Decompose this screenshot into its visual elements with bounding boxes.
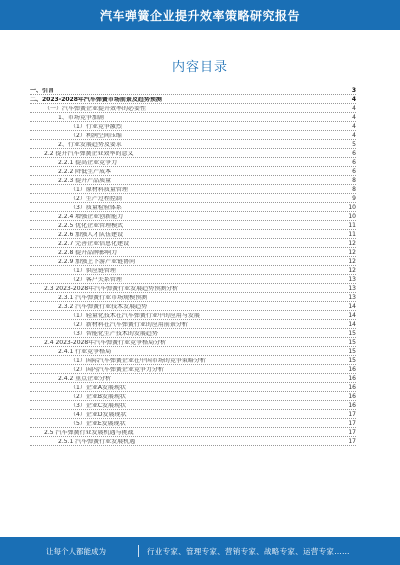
- toc-entry-page: 15: [348, 330, 356, 337]
- toc-entry-label: （2）新材料在汽车弹簧行业的应用前景分析: [70, 322, 188, 328]
- toc-entry-page: 17: [348, 411, 356, 418]
- toc-entry-label: （2）生产过程控制: [70, 196, 122, 202]
- toc-entry-page: 5: [352, 141, 356, 148]
- toc-entry-label: 2.4.1 行业竞争格局: [58, 349, 112, 355]
- toc-entry[interactable]: [30, 284, 356, 293]
- toc-entry-page: 6: [352, 168, 356, 175]
- toc-entry[interactable]: [30, 311, 356, 320]
- toc-entry-label: 2、行业发展趋势及要求: [58, 142, 122, 148]
- toc-entry-label: 2.5.1 汽车弹簧行业发展机遇: [58, 439, 136, 445]
- footer-divider: [138, 545, 139, 557]
- toc-title: 内容目录: [171, 60, 228, 75]
- toc-entry[interactable]: [30, 347, 356, 356]
- toc-entry[interactable]: [30, 329, 356, 338]
- toc-entry-page: 11: [348, 231, 356, 238]
- toc-entry-page: 15: [348, 348, 356, 355]
- toc-entry[interactable]: [30, 293, 356, 302]
- toc-entry-label: 2.3 2023-2028年汽车弹簧行业发展趋势预测分析: [44, 286, 179, 292]
- toc-entry[interactable]: [30, 104, 356, 113]
- toc-entry[interactable]: [30, 320, 356, 329]
- toc-entry-label: 2.2.7 完善企业信息化建设: [58, 241, 130, 247]
- toc-entry-page: 14: [348, 312, 356, 319]
- toc-entry-page: 6: [352, 159, 356, 166]
- toc-entry-page: 4: [352, 105, 356, 112]
- toc-entry-page: 12: [348, 267, 356, 274]
- toc-entry-label: 2.3.1 汽车弹簧行业市场规模预测: [58, 295, 148, 301]
- toc-entry-label: 2.4.2 重点企业分析: [58, 376, 112, 382]
- toc-entry-page: 9: [352, 195, 356, 202]
- toc-entry-label: （2）国内汽车弹簧企业竞争力分析: [70, 367, 164, 373]
- footer-left-text: 让每个人都能成为: [46, 546, 106, 556]
- toc-entry[interactable]: [30, 266, 356, 275]
- toc-entry-label: 2.2.6 加强人才队伍建设: [58, 232, 124, 238]
- toc-entry-page: 13: [348, 276, 356, 283]
- toc-entry-page: 16: [348, 375, 356, 382]
- toc-entry-page: 8: [352, 177, 356, 184]
- toc-entry-label: （1）供应链管理: [70, 268, 116, 274]
- toc-entry-label: 2.2.9 加强上下游产业链协同: [58, 259, 136, 265]
- toc-entry-label: （3）企业C发展现状: [70, 403, 127, 409]
- toc-entry[interactable]: [30, 374, 356, 383]
- toc-entry[interactable]: [30, 176, 356, 185]
- toc-entry-label: 2.2.1 提高企业竞争力: [58, 160, 118, 166]
- toc-entry[interactable]: [30, 257, 356, 266]
- toc-entry-label: 2.2.4 增强企业创新能力: [58, 214, 124, 220]
- toc-entry-label: （1）行业竞争激烈: [70, 124, 122, 130]
- toc-entry[interactable]: [30, 248, 356, 257]
- toc-entry-label: （3）智能化生产技术的发展趋势: [70, 331, 158, 337]
- toc-entry-label: 2.2.3 提升产品质量: [58, 178, 112, 184]
- toc-entry-label: （4）企业D发展现状: [70, 412, 127, 418]
- toc-entry-page: 4: [352, 114, 356, 121]
- toc-entry-page: 8: [352, 186, 356, 193]
- toc-entry[interactable]: [30, 185, 356, 194]
- toc-entry-label: （1）企业A发展现状: [70, 385, 126, 391]
- toc-entry[interactable]: [30, 410, 356, 419]
- toc-entry[interactable]: [30, 365, 356, 374]
- toc-entry-page: 10: [348, 213, 356, 220]
- toc-entry[interactable]: [30, 428, 356, 437]
- toc-entry[interactable]: [30, 95, 356, 104]
- toc-entry[interactable]: [30, 383, 356, 392]
- toc-entry[interactable]: [30, 221, 356, 230]
- toc-entry[interactable]: [30, 275, 356, 284]
- toc-entry-page: 12: [348, 258, 356, 265]
- toc-entry[interactable]: [30, 158, 356, 167]
- toc-entry-label: （2）客户关系管理: [70, 277, 122, 283]
- toc-entry[interactable]: [30, 401, 356, 410]
- toc-entry[interactable]: [30, 419, 356, 428]
- toc-entry[interactable]: [30, 203, 356, 212]
- toc-entry-page: 17: [348, 438, 356, 445]
- toc-entry-label: 2.2.5 优化企业管理模式: [58, 223, 124, 229]
- toc-entry-page: 17: [348, 429, 356, 436]
- toc-entry-page: 16: [348, 366, 356, 373]
- footer-right-text: 行业专家、管理专家、营销专家、战略专家、运营专家……: [147, 546, 350, 556]
- toc-entry-page: 15: [348, 339, 356, 346]
- toc-entry-label: （5）企业E发展现状: [70, 421, 126, 427]
- toc-entry-page: 16: [348, 402, 356, 409]
- toc-entry-label: 2.2.8 提升品牌影响力: [58, 250, 118, 256]
- toc-entry-page: 14: [348, 303, 356, 310]
- toc-entry-page: 17: [348, 420, 356, 427]
- toc-entry-label: 一、引言: [30, 88, 55, 94]
- toc-entry-page: 10: [348, 204, 356, 211]
- toc-entry-page: 13: [348, 294, 356, 301]
- table-of-contents: [30, 86, 356, 446]
- toc-entry[interactable]: [30, 230, 356, 239]
- toc-entry[interactable]: [30, 239, 356, 248]
- toc-entry-label: 1、市场竞争加剧: [58, 115, 104, 121]
- toc-entry-label: （一）汽车弹簧企业提升效率的必要性: [44, 106, 147, 112]
- toc-entry-label: （2）企业B发展现状: [70, 394, 126, 400]
- toc-entry-label: 2.5 汽车弹簧行业发展机遇与挑战: [44, 430, 134, 436]
- toc-entry-page: 14: [348, 321, 356, 328]
- toc-entry-label: 2.2.2 降低生产成本: [58, 169, 112, 175]
- toc-entry-label: 二、2023-2028年汽车弹簧市场前景及趋势预测: [30, 97, 162, 103]
- toc-entry[interactable]: [30, 212, 356, 221]
- toc-entry-label: 2.4 2023-2028年汽车弹簧行业竞争格局分析: [44, 340, 167, 346]
- toc-entry-page: 15: [348, 357, 356, 364]
- toc-entry[interactable]: [30, 140, 356, 149]
- toc-entry-label: （1）轻量化技术在汽车弹簧行业中的应用与发展: [70, 313, 200, 319]
- toc-entry-page: 6: [352, 150, 356, 157]
- toc-entry-page: 3: [351, 87, 356, 94]
- toc-entry[interactable]: [30, 437, 356, 446]
- toc-entry-label: （3）质量检验体系: [70, 205, 122, 211]
- toc-entry-page: 11: [348, 222, 356, 229]
- toc-entry-label: （1）国际汽车弹簧企业在中国市场的竞争策略分析: [70, 358, 206, 364]
- toc-entry-label: 2.3.2 汽车弹簧行业技术发展趋势: [58, 304, 148, 310]
- toc-entry[interactable]: [30, 194, 356, 203]
- toc-entry[interactable]: [30, 338, 356, 347]
- report-header: [0, 0, 400, 30]
- toc-entry-page: 4: [351, 96, 356, 103]
- toc-entry-page: 4: [352, 132, 356, 139]
- toc-entry-page: 12: [348, 240, 356, 247]
- toc-entry-page: 16: [348, 384, 356, 391]
- report-title: 汽车弹簧企业提升效率策略研究报告: [99, 8, 300, 23]
- toc-entry[interactable]: [30, 113, 356, 122]
- toc-entry[interactable]: [30, 392, 356, 401]
- toc-entry[interactable]: [30, 122, 356, 131]
- toc-entry-label: （2）利润空间压缩: [70, 133, 122, 139]
- toc-entry-page: 4: [352, 123, 356, 130]
- toc-entry[interactable]: [30, 86, 356, 95]
- toc-entry[interactable]: [30, 149, 356, 158]
- toc-entry-label: （1）原材料质量管理: [70, 187, 128, 193]
- toc-entry-page: 13: [348, 285, 356, 292]
- toc-entry[interactable]: [30, 131, 356, 140]
- toc-entry-page: 16: [348, 393, 356, 400]
- toc-entry[interactable]: [30, 167, 356, 176]
- toc-entry-label: 2.2 提升汽车弹簧企业效率的意义: [44, 151, 134, 157]
- toc-entry-page: 12: [348, 249, 356, 256]
- toc-entry[interactable]: [30, 356, 356, 365]
- toc-entry[interactable]: [30, 302, 356, 311]
- report-footer: [0, 537, 400, 565]
